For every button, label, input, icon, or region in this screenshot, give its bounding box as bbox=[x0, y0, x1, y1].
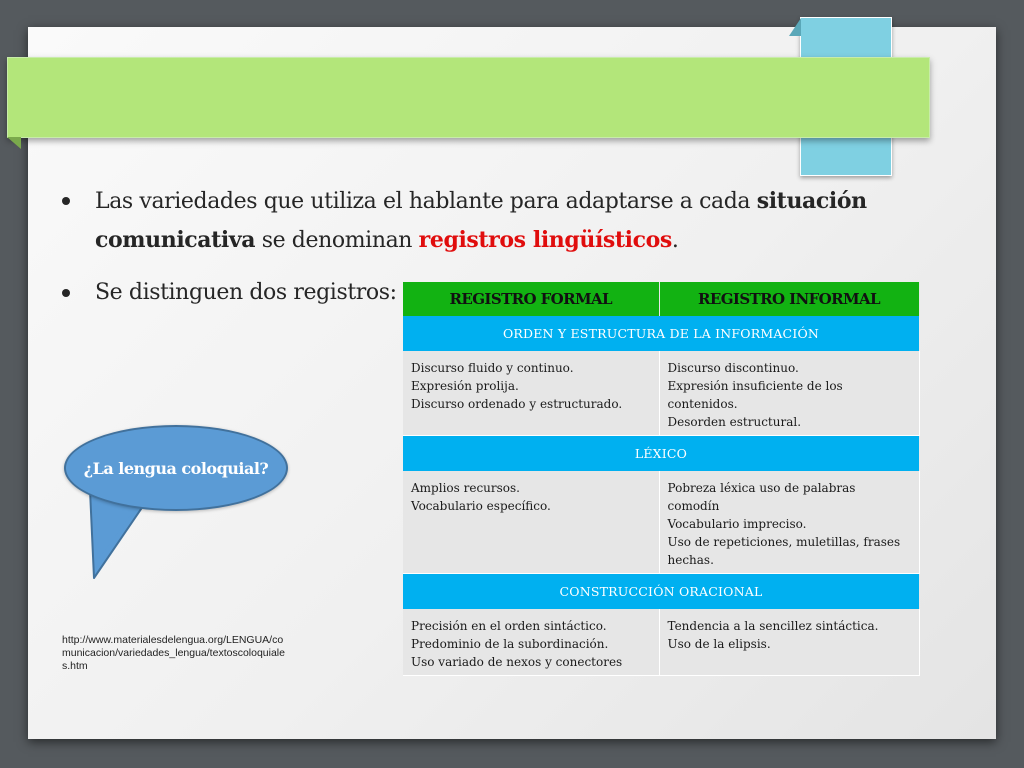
bullet-text: Se distinguen dos registros: bbox=[95, 280, 397, 305]
cell-line: Uso de la elipsis. bbox=[667, 637, 771, 651]
cell-informal bbox=[659, 471, 919, 574]
bullet-item-registers-definition bbox=[62, 182, 975, 260]
table-row bbox=[403, 351, 919, 436]
section-band-row bbox=[403, 574, 919, 610]
header-informal: REGISTRO INFORMAL bbox=[659, 282, 919, 316]
cell-formal bbox=[403, 609, 659, 676]
bullet-dot-icon bbox=[62, 289, 70, 297]
bullet-text: Las variedades que utiliza el hablante para adaptarse a cada bbox=[95, 189, 757, 214]
cell-line: Pobreza léxica uso de palabras comodín bbox=[667, 481, 856, 513]
cell-line: Discurso ordenado y estructurado. bbox=[411, 397, 623, 411]
speech-bubble-text: ¿La lengua coloquial? bbox=[83, 458, 269, 478]
table-row bbox=[403, 471, 919, 574]
cell-line: Discurso fluido y continuo. bbox=[411, 361, 574, 375]
section-title-lexicon: LÉXICO bbox=[403, 436, 919, 472]
cell-line: Precisión en el orden sintáctico. bbox=[411, 619, 607, 633]
cell-line: Uso de repeticiones, muletillas, frases hechas. bbox=[667, 535, 901, 567]
cell-line: Discurso discontinuo. bbox=[667, 361, 799, 375]
cell-line: Tendencia a la sencillez sintáctica. bbox=[667, 619, 879, 633]
cell-formal bbox=[403, 471, 659, 574]
cell-line: Predominio de la subordinación. bbox=[411, 637, 609, 651]
cell-line: Expresión insuficiente de los contenidos. bbox=[667, 379, 843, 411]
section-band-row bbox=[403, 436, 919, 472]
cell-line: Vocabulario específico. bbox=[411, 499, 551, 513]
section-band-row bbox=[403, 316, 919, 351]
cell-line: Desorden estructural. bbox=[667, 415, 802, 429]
cell-line: Amplios recursos. bbox=[411, 481, 520, 495]
cell-informal bbox=[659, 609, 919, 676]
section-title-order: ORDEN Y ESTRUCTURA DE LA INFORMACIÓN bbox=[403, 316, 919, 351]
bold-term: situación comunicativa bbox=[95, 188, 867, 253]
title-bar bbox=[7, 57, 930, 138]
table-row bbox=[403, 609, 919, 676]
header-formal: REGISTRO FORMAL bbox=[403, 282, 659, 316]
bullet-dot-icon bbox=[62, 197, 70, 205]
registers-table bbox=[403, 282, 920, 676]
cell-informal bbox=[659, 351, 919, 436]
source-url[interactable]: http://www.materialesdelengua.org/LENGUA/comunicacion/variedades_lengua/textoscoloquiales.htm bbox=[62, 634, 285, 672]
highlighted-term: registros lingüísticos bbox=[418, 227, 672, 253]
cell-line: Expresión prolija. bbox=[411, 379, 519, 393]
cell-formal bbox=[403, 351, 659, 436]
table-header-row bbox=[403, 282, 919, 316]
section-title-construction: CONSTRUCCIÓN ORACIONAL bbox=[403, 574, 919, 610]
bullet-text: . bbox=[671, 228, 679, 253]
cell-line: Uso variado de nexos y conectores bbox=[411, 655, 623, 669]
cell-line: Vocabulario impreciso. bbox=[667, 517, 807, 531]
bullet-text: se denominan bbox=[255, 228, 419, 253]
